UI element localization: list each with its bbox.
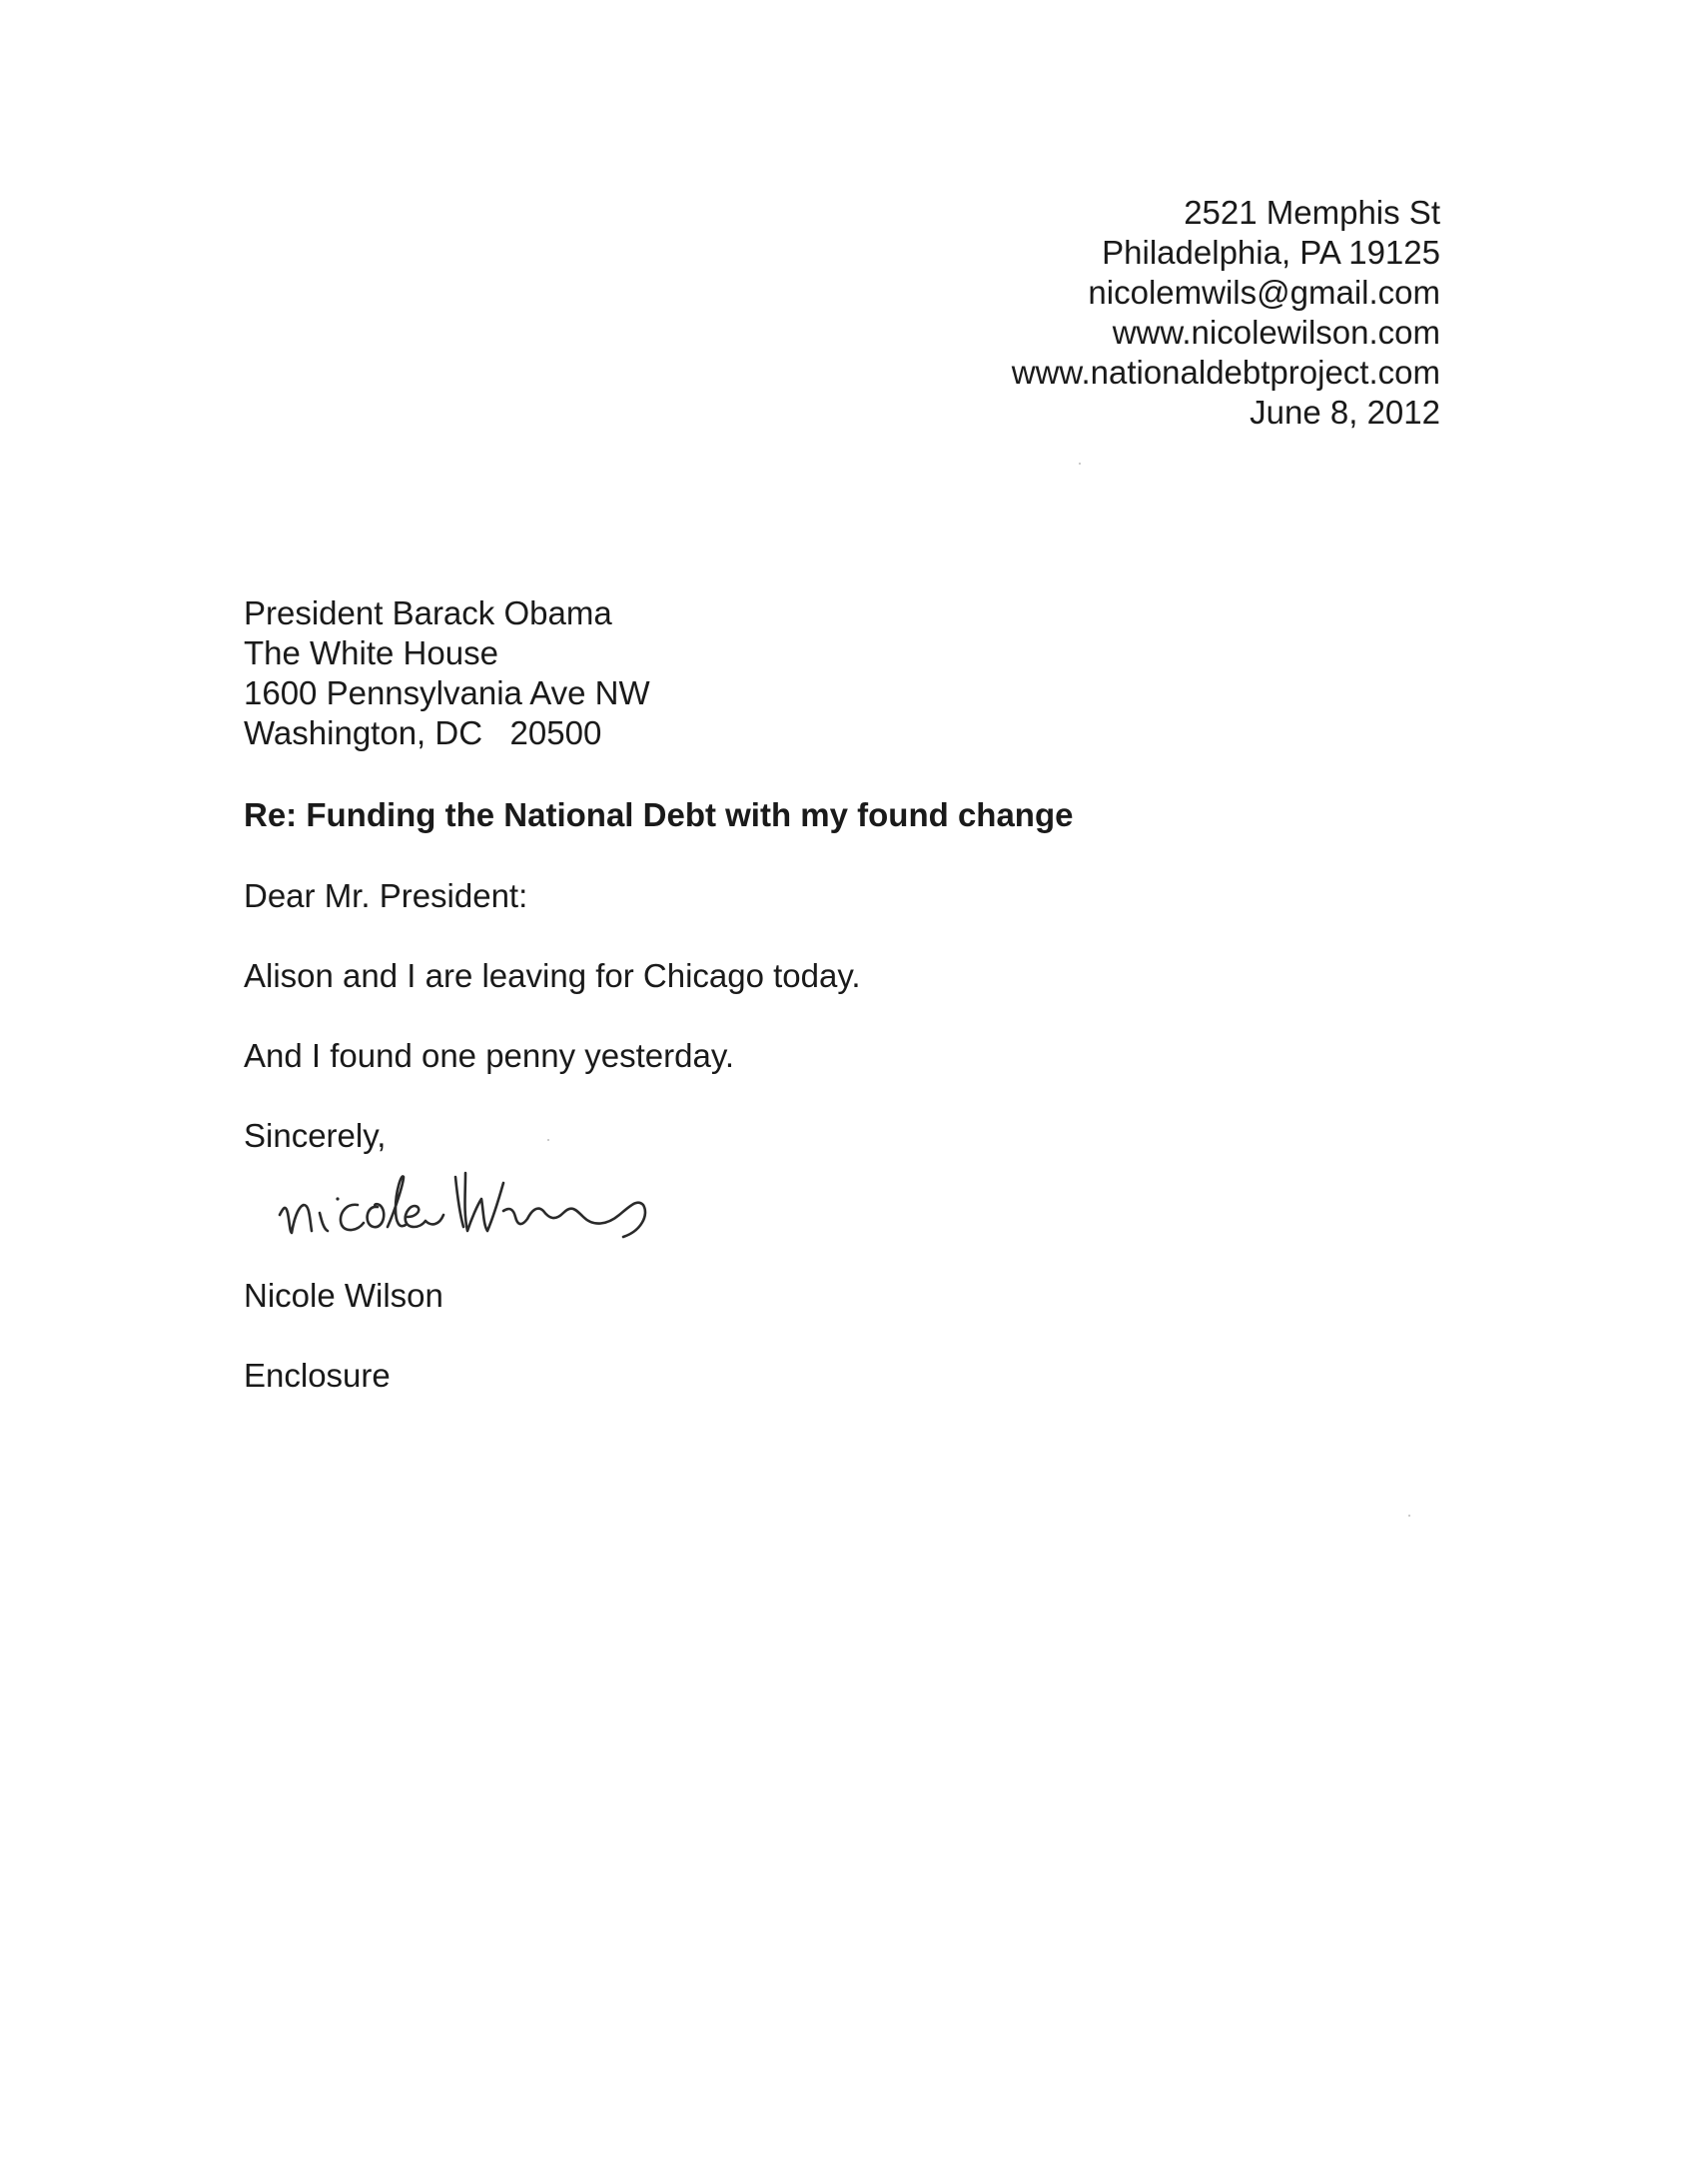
body-paragraph: And I found one penny yesterday.	[244, 1037, 735, 1074]
scan-speck	[547, 1139, 549, 1141]
subject-line: Re: Funding the National Debt with my found change	[244, 796, 1074, 833]
handwritten-signature	[272, 1147, 701, 1257]
body-paragraph: Alison and I are leaving for Chicago today.	[244, 957, 861, 994]
recipient-name: President Barack Obama	[244, 594, 612, 631]
enclosure-notation: Enclosure	[244, 1357, 391, 1394]
recipient-street: 1600 Pennsylvania Ave NW	[244, 674, 650, 711]
scan-speck	[1079, 463, 1081, 465]
sender-website-project: www.nationaldebtproject.com	[1011, 354, 1440, 391]
sender-website-personal: www.nicolewilson.com	[1112, 314, 1440, 351]
salutation: Dear Mr. President:	[244, 877, 528, 914]
sender-address-block	[1012, 193, 1440, 433]
recipient-address-block	[244, 593, 650, 753]
recipient-city-state-zip: Washington, DC 20500	[244, 714, 602, 751]
scan-speck	[1408, 1515, 1410, 1517]
sender-street: 2521 Memphis St	[1184, 194, 1440, 231]
signer-name: Nicole Wilson	[244, 1277, 443, 1314]
sender-email: nicolemwils@gmail.com	[1088, 274, 1440, 311]
letter-date: June 8, 2012	[1250, 394, 1440, 431]
closing: Sincerely,	[244, 1117, 387, 1154]
sender-city-state-zip: Philadelphia, PA 19125	[1102, 234, 1440, 271]
recipient-organization: The White House	[244, 634, 498, 671]
